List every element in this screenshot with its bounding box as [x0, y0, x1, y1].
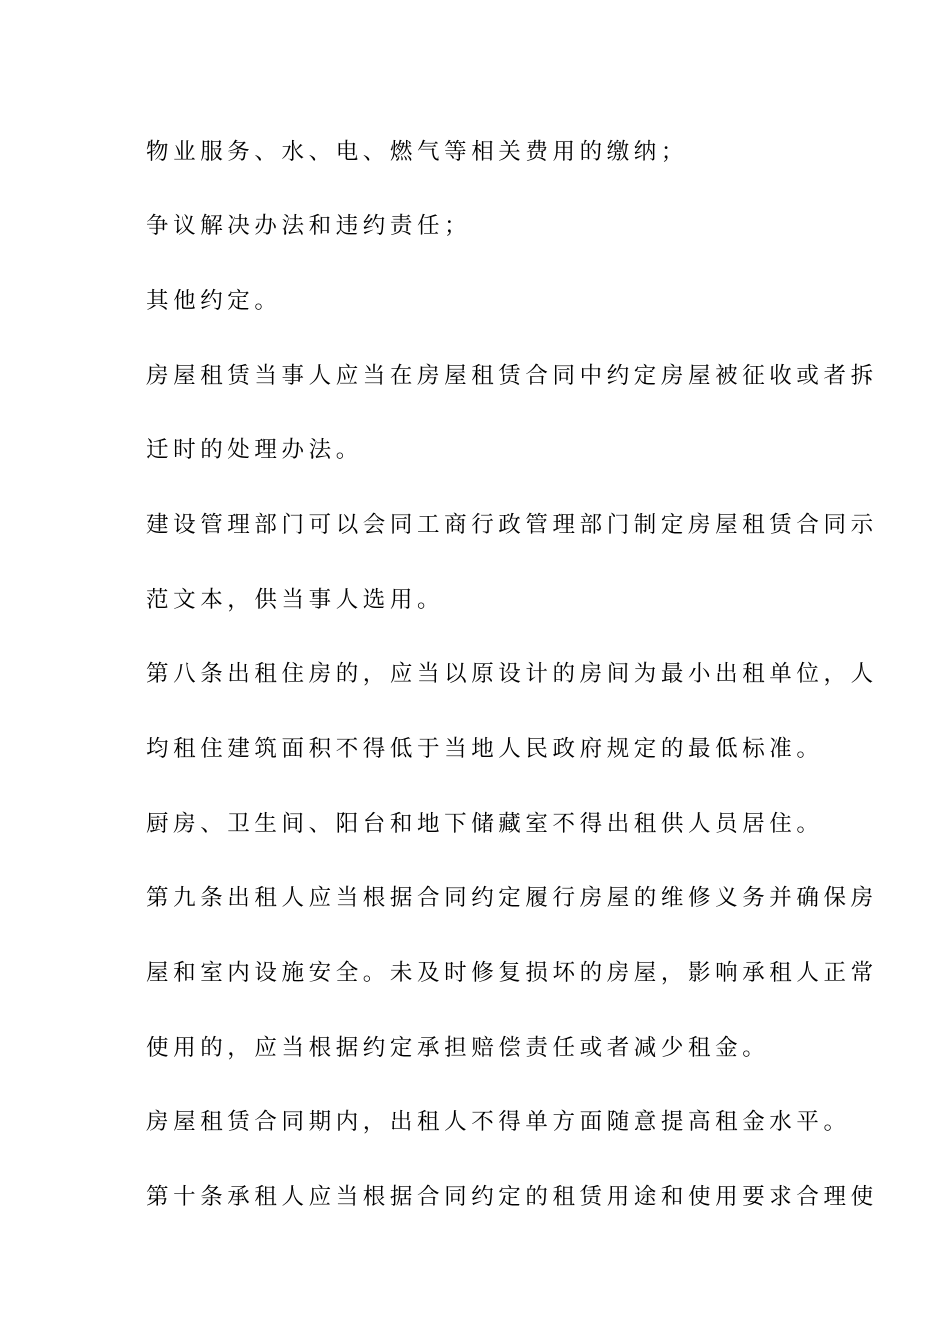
text-line: 物业服务、水、电、燃气等相关费用的缴纳；: [146, 139, 689, 165]
text-line: 房屋租赁合同期内，出租人不得单方面随意提高租金水平。: [146, 1109, 851, 1135]
text-line: 建设管理部门可以会同工商行政管理部门制定房屋租赁合同示: [146, 512, 878, 538]
text-line: 使用的，应当根据约定承担赔偿责任或者减少租金。: [146, 1035, 770, 1061]
text-line: 第八条出租住房的，应当以原设计的房间为最小出租单位，人: [146, 661, 878, 687]
text-line: 迁时的处理办法。: [146, 437, 363, 463]
text-line: 第九条出租人应当根据合同约定履行房屋的维修义务并确保房: [146, 885, 878, 911]
text-line: 屋和室内设施安全。未及时修复损坏的房屋，影响承租人正常: [146, 960, 878, 986]
text-line: 厨房、卫生间、阳台和地下储藏室不得出租供人员居住。: [146, 811, 824, 837]
text-line: 均租住建筑面积不得低于当地人民政府规定的最低标准。: [146, 736, 824, 762]
text-line: 争议解决办法和违约责任；: [146, 213, 472, 239]
text-line: 范文本，供当事人选用。: [146, 587, 445, 613]
text-line: 房屋租赁当事人应当在房屋租赁合同中约定房屋被征收或者拆: [146, 363, 878, 389]
text-line: 其他约定。: [146, 288, 282, 314]
text-line: 第十条承租人应当根据合同约定的租赁用途和使用要求合理使: [146, 1184, 878, 1210]
